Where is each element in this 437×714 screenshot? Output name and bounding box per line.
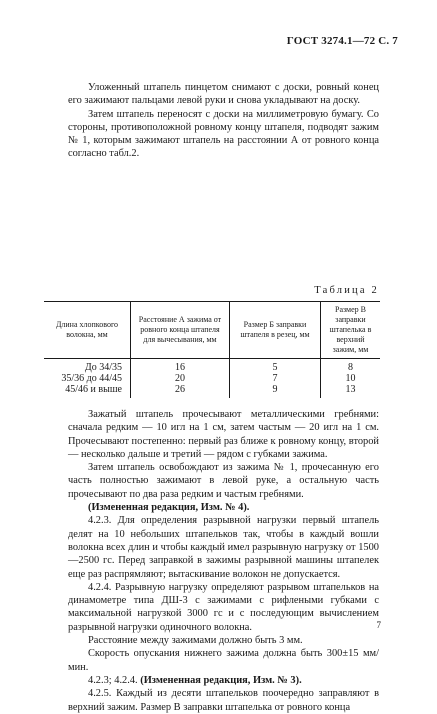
table-cell: 7 bbox=[230, 373, 321, 384]
table-cell: 13 bbox=[321, 384, 381, 398]
table-cell: 26 bbox=[131, 384, 230, 398]
table-cell: 35/36 до 44/45 bbox=[61, 373, 122, 384]
column-header: Расстояние А зажима от ровного конца штапеля для вычесывания, мм bbox=[131, 302, 230, 359]
table-header-row bbox=[44, 302, 380, 359]
paragraph: Расстояние между зажимами должно быть 3 мм. bbox=[88, 635, 303, 647]
paragraph: Скорость опускания нижнего зажима должна быть 300±15 мм/мин. bbox=[68, 648, 379, 673]
edit-note: (Измененная редакция, Изм. № 3). bbox=[140, 674, 302, 686]
data-table bbox=[44, 301, 380, 398]
paragraph: Зажатый штапель прочесывают металлическими гребнями: сначала редким — 10 игл на 1 см, затем частым — 20 игл на 1 см. Прочесывают постепенно: первый раз ближе к ровному концу, второй — несколько дальше и третий — рядом с губками зажима. bbox=[68, 409, 379, 460]
paragraph: Уложенный штапель пинцетом снимают с доски, ровный конец его зажимают пальцами левой руки и снова укладывают на доску. bbox=[68, 82, 379, 107]
text-block-top bbox=[68, 81, 379, 161]
paragraph: Затем штапель освобождают из зажима № 1, прочесанную его часть полностью зажимают в левой руке, а остальную часть прочесывают по два раза редким и частым гребнями. bbox=[68, 462, 379, 500]
column-header: Размер Б заправки штапеля в резец, мм bbox=[230, 302, 321, 359]
paragraph: 4.2.3. Для определения разрывной нагрузки первый штапель делят на 10 небольших штапельков так, чтобы в каждый вошли волокна всех длин и чтобы каждый имел разрывную нагрузку от 1500—2500 гс. Перед заправкой в зажимы разрывной машины штапелек еще раз распрямляют; вытаскивание волокон не допускается. bbox=[68, 515, 379, 580]
column-header: Длина хлопкового волокна, мм bbox=[44, 302, 131, 359]
table-caption: Таблица 2 bbox=[314, 285, 379, 296]
table-cell: 10 bbox=[321, 373, 381, 384]
paragraph: Затем штапель переносят с доски на миллиметровую бумагу. Со стороны, противоположной ровному концу штапеля, подводят зажим № 1, которым зажимают штапель на расстоянии А от ровного конца согласно табл.2. bbox=[68, 108, 379, 160]
table-cell: До 34/35 bbox=[84, 362, 122, 373]
table-cell: 20 bbox=[131, 373, 230, 384]
table-cell: 45/46 и выше bbox=[65, 384, 122, 395]
page-header: ГОСТ 3274.1—72 С. 7 bbox=[286, 35, 398, 47]
table-row bbox=[44, 384, 380, 398]
table-cell: 9 bbox=[230, 384, 321, 398]
table-row bbox=[44, 373, 380, 384]
table-cell: 8 bbox=[321, 359, 381, 374]
edit-note: (Измененная редакция, Изм. № 4). bbox=[88, 502, 250, 514]
text-block-bottom bbox=[68, 408, 379, 714]
clause-reference: 4.2.3; 4.2.4. bbox=[88, 674, 138, 686]
column-header: Размер В заправки штапелька в верхний зажим, мм bbox=[321, 302, 381, 359]
table-cell: 16 bbox=[131, 359, 230, 374]
paragraph: 4.2.5. Каждый из десяти штапельков поочередно заправляют в верхний зажим. Размер В заправки штапелька от ровного конца bbox=[68, 688, 379, 713]
paragraph: 4.2.4. Разрывную нагрузку определяют разрывом штапельков на динамометре типа ДШ-3 с зажимами с рифлеными губками с максимальной нагрузкой 3000 гс и с последующим вычислением разрывной нагрузки одиночного волокна. bbox=[68, 581, 379, 633]
edit-note-line bbox=[68, 674, 379, 687]
table-row bbox=[44, 359, 380, 374]
table-cell: 5 bbox=[230, 359, 321, 374]
page-number: 7 bbox=[376, 620, 381, 630]
